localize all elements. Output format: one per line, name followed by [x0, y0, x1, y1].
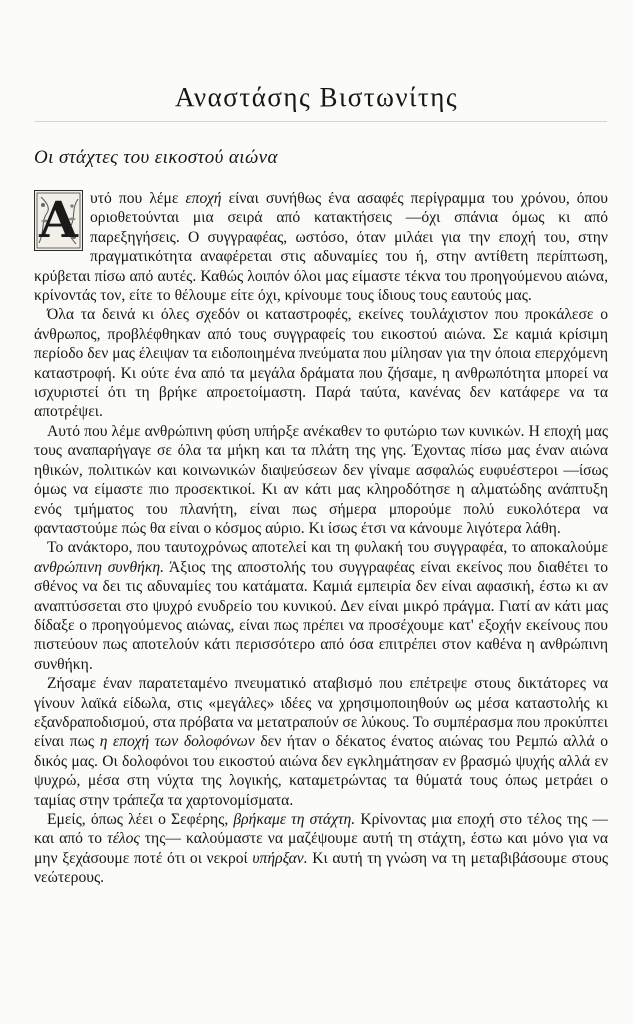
- paragraph: [34, 189, 608, 305]
- paragraph-text: Το ανάκτορο, που ταυτοχρόνως αποτελεί και τη φυλακή του συγγραφέα, το αποκαλούμε: [47, 539, 608, 557]
- paragraph: [34, 305, 608, 421]
- article-title: Οι στάχτες του εικοστού αιώνα: [34, 147, 278, 168]
- paragraph: [34, 674, 608, 810]
- paragraph: [34, 538, 608, 674]
- paragraph-text: είναι συνήθως ένα ασαφές περίγραμμα του χρόνου, όπου οριοθετούνται μια σειρά από κατακτήσεις —όχι σπάνια όμως κι από παρεξηγήσεις. Ο συγγραφέας, ωστόσο, όταν μιλάει για την εποχή του, στην πραγματικότητα αναφέρεται στις αδυναμίες του ή, στην αντίθετη περίπτωση, κρύβεται πίσω από αυτές. Καθώς λοιπόν όλοι μας είμαστε τέκνα του προηγούμενου αιώνα, κρίνοντάς τον, είτε το θέλουμε είτε όχι, κρίνουμε τους ίδιους τους εαυτούς μας.: [34, 190, 608, 305]
- header-rule: [34, 121, 607, 122]
- paragraph-text: Άξιος της αποστολής του συγγραφέας είναι εκείνος που διαθέτει το σθένος να δει τις αδυναμίες του κατάματα. Καμιά εμπειρία δεν είναι αφασική, έστω κι αν αναπτύσσεται στο ψυχρό ενυδρείο του κυνικού. Δεν είναι μικρό πράγμα. Γιατί αν κάτι μας δίδαξε ο προηγούμενος αιώνας, είναι πως πρέπει να προσέχουμε κατ' εξοχήν εκείνους που πιστεύουν πως αποτελούν κάτι περισσότερο από όσα επιτρέπει στον καθένα η ανθρώπινη συνθήκη.: [34, 558, 608, 673]
- emphasis-text: ανθρώπινη συνθήκη.: [34, 558, 164, 576]
- article-body: [34, 189, 608, 888]
- emphasis-text: βρήκαμε τη στάχτη.: [233, 811, 356, 828]
- paragraph-text: Όλα τα δεινά κι όλες σχεδόν οι καταστροφές, εκείνες τουλάχιστον που προκάλεσε ο άνθρωπος, προβλέφθηκαν από τους συγγραφείς του εικοστού αιώνα. Σε καμιά κρίσιμη περίοδο δεν μας έλειψαν τα ειδοποιημένα πνεύματα που μίλησαν για την όποια επερχόμενη καταστροφή. Κι ούτε ένα από τα μεγάλα δράματα που ζήσαμε, η ανθρωπότητα μπορεί να ισχυριστεί ότι τη βρήκε απροετοίμαστη. Παρά ταύτα, κανένας δεν κατάφερε να τα αποτρέψει.: [34, 306, 608, 421]
- paragraph-text: Κρίνοντας μια εποχή στο τέλος της —και από το: [34, 811, 608, 848]
- paragraph-text: Κι αυτή τη γνώση να τη μεταβιβάσουμε στους νεώτερους.: [34, 849, 609, 887]
- paragraph-text: της— καλούμαστε να μαζέψουμε αυτή τη στάχτη, έστω και μόνο για να μην ξεχάσουμε ποτέ ότι οι νεκροί: [34, 830, 608, 867]
- paragraph-text: δεν ήταν ο δέκατος ένατος αιώνας του Ρεμπώ αλλά ο δικός μας. Οι δολοφόνοι του εικοστού αιώνα δεν εγκλημάτησαν εν βρασμώ ψυχής αλλά εν ψυχρώ, μέσα στη νύχτα της λογικής, καταμετρώντας τα θύματά τους όπως μετράει ο ταμίας στην τράπεζα τα χαρτονομίσματα.: [34, 733, 609, 809]
- emphasis-text: υπήρξαν.: [252, 849, 308, 867]
- paragraph: [34, 810, 608, 888]
- paragraph-text: Αυτό που λέμε ανθρώπινη φύση υπήρξε ανέκαθεν το φυτώριο των κυνικών. Η εποχή μας τους αναπαρήγαγε σε όλα τα μήκη και τα πλάτη της γης. Έχοντας πίσω μας έναν αιώνα ηθικών, πολιτικών και κοινωνικών διαψεύσεων δεν γίναμε ασφαλώς ευφυέστεροι —ίσως όμως να είμαστε πιο προσεκτικοί. Κι αν κάτι μας κληροδότησε η αλματώδης ανάπτυξη ενός τμήματος του πλανήτη, είναι πως σήμερα μπορούμε πολύ ευκολότερα να φανταστούμε πώς θα είναι ο κόσμος αύριο. Κι ίσως έτσι να κάνουμε λιγότερα λάθη.: [34, 422, 608, 537]
- drop-cap-letter: Α: [39, 190, 78, 249]
- ornamental-drop-cap: [34, 190, 83, 251]
- paragraph: [34, 422, 608, 538]
- emphasis-text: εποχή: [185, 190, 222, 207]
- emphasis-text: τέλος: [107, 830, 140, 848]
- emphasis-text: η εποχή των δολοφόνων: [99, 733, 255, 751]
- page-header-author: Αναστάσης Βιστωνίτης: [174, 82, 459, 112]
- paragraph-text: υτό που λέμε: [90, 190, 186, 207]
- paragraph-text: Ζήσαμε έναν παρατεταμένο πνευματικό αταβισμό που επέτρεψε στους δικτάτορες να γίνουν λαϊκά είδωλα, στις «μεγάλες» ιδέες να χρησιμοποιηθούν ως μέσα καταστολής κι εξανδραποδισμού, στα πρόβατα να μετατραπούν σε λύκους. Το συμπέρασμα που προκύπτει είναι πως: [34, 675, 609, 751]
- paragraph-text: Εμείς, όπως λέει ο Σεφέρης,: [47, 811, 234, 828]
